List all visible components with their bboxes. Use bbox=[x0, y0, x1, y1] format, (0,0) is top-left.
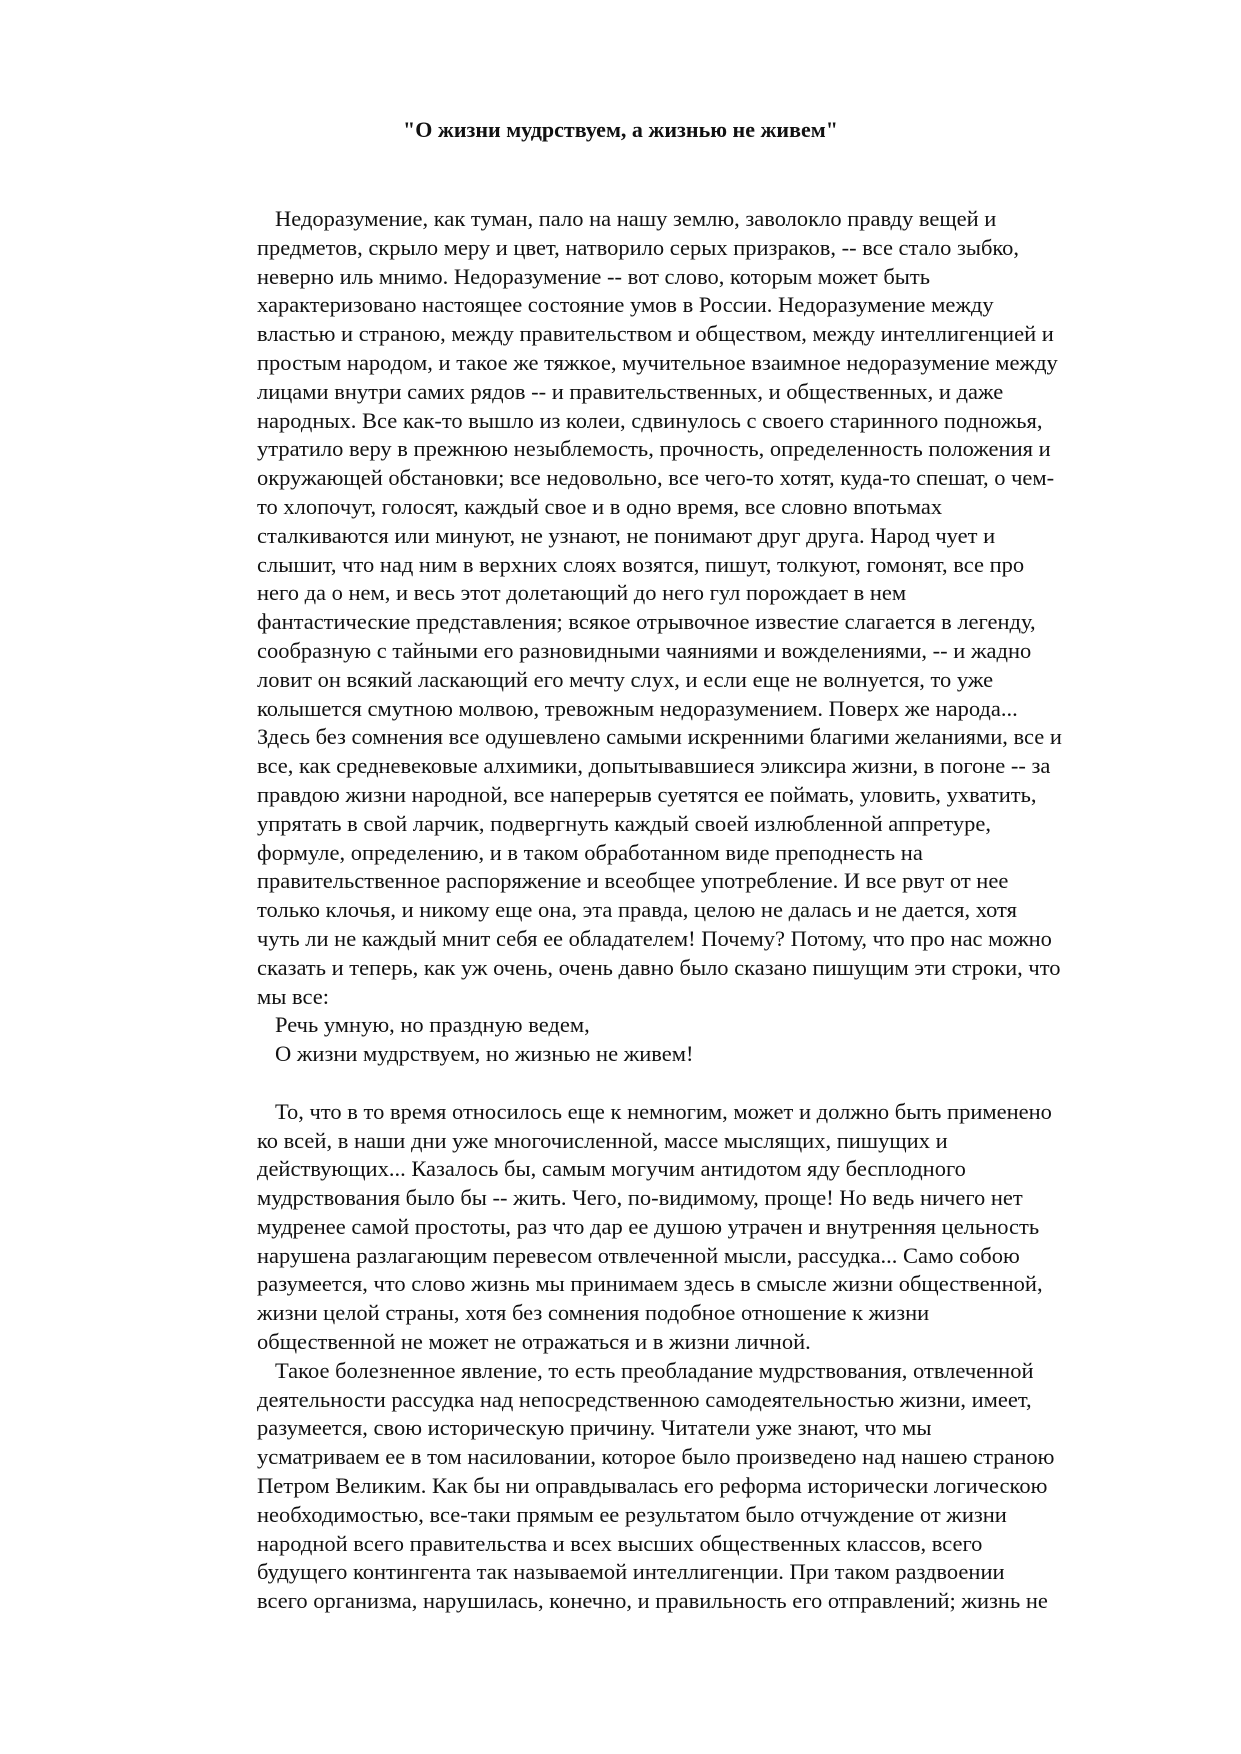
text-line: общественной не может не отражаться и в жизни личной. bbox=[257, 1329, 811, 1355]
document-title: "О жизни мудрствуем, а жизнью не живем" bbox=[403, 117, 838, 142]
text-line: колышется смутною молвою, тревожным недоразумением. Поверх же народа... bbox=[257, 695, 1018, 721]
text-line: окружающей обстановки; все недовольно, все чего-то хотят, куда-то спешат, о чем- bbox=[257, 465, 1055, 491]
text-line: сталкиваются или минуют, не узнают, не понимают друг друга. Народ чует и bbox=[257, 522, 996, 548]
text-line: неверно иль мнимо. Недоразумение -- вот слово, которым может быть bbox=[257, 263, 931, 289]
paragraph-2 bbox=[257, 1098, 1137, 1357]
verse-quote bbox=[257, 1011, 1137, 1069]
text-line: все, как средневековые алхимики, допытывавшиеся эликсира жизни, в погоне -- за bbox=[257, 753, 1051, 779]
document-body bbox=[257, 205, 1137, 1616]
text-line: То, что в то время относилось еще к немногим, может и должно быть применено bbox=[275, 1098, 1052, 1124]
text-line: мудрствования было бы -- жить. Чего, по-видимому, проще! Но ведь ничего нет bbox=[257, 1185, 1023, 1211]
text-line: правительственное распоряжение и всеобщее употребление. И все рвут от нее bbox=[257, 868, 1009, 894]
text-line: мы все: bbox=[257, 983, 329, 1009]
text-line: только клочья, и никому еще она, эта правда, целою не далась и не дается, хотя bbox=[257, 897, 1017, 923]
text-line: характеризовано настоящее состояние умов в России. Недоразумение между bbox=[257, 292, 994, 318]
text-line: разумеется, что слово жизнь мы принимаем здесь в смысле жизни общественной, bbox=[257, 1271, 1043, 1297]
text-line: Петром Великим. Как бы ни оправдывалась его реформа исторически логическою bbox=[257, 1473, 1048, 1499]
text-line: разумеется, свою историческую причину. Читатели уже знают, что мы bbox=[257, 1415, 932, 1441]
text-line: формуле, определению, и в таком обработанном виде преподнесть на bbox=[257, 839, 923, 865]
text-line: слышит, что над ним в верхних слоях возятся, пишут, толкуют, гомонят, все про bbox=[257, 551, 1025, 577]
text-line: Недоразумение, как туман, пало на нашу землю, заволокло правду вещей и bbox=[275, 206, 997, 231]
text-line: сказать и теперь, как уж очень, очень давно было сказано пишущим эти строки, что bbox=[257, 954, 1061, 980]
paragraph-1 bbox=[257, 205, 1137, 1011]
text-line: сообразную с тайными его разновидными чаяниями и вожделениями, -- и жадно bbox=[257, 637, 1032, 663]
blank-line bbox=[257, 1069, 1137, 1098]
text-line: деятельности рассудка над непосредственною самодеятельностью жизни, имеет, bbox=[257, 1386, 1032, 1412]
text-line: нарушена разлагающим перевесом отвлеченной мысли, рассудка... Само собою bbox=[257, 1242, 1020, 1268]
text-line: мудренее самой простоты, раз что дар ее душою утрачен и внутренняя цельность bbox=[257, 1213, 1040, 1239]
text-line: чуть ли не каждый мнит себя ее обладателем! Почему? Потому, что про нас можно bbox=[257, 925, 1052, 951]
text-line: будущего контингента так называемой интеллигенции. При таком раздвоении bbox=[257, 1559, 1005, 1585]
paragraph-3 bbox=[257, 1357, 1137, 1616]
text-line: простым народом, и такое же тяжкое, мучительное взаимное недоразумение между bbox=[257, 349, 1058, 375]
text-line: властью и страною, между правительством и обществом, между интеллигенцией и bbox=[257, 321, 1054, 347]
text-line: предметов, скрыло меру и цвет, натворило серых призраков, -- все стало зыбко, bbox=[257, 234, 1020, 260]
text-line: него да о нем, и весь этот долетающий до него гул порождает в нем bbox=[257, 580, 907, 606]
text-line: лицами внутри самих рядов -- и правительственных, и общественных, и даже bbox=[257, 378, 1004, 404]
text-line: Здесь без сомнения все одушевлено самыми искренними благими желаниями, все и bbox=[257, 724, 1062, 750]
text-line: усматриваем ее в том насиловании, которое было произведено над нашею страною bbox=[257, 1444, 1055, 1470]
text-line: необходимостью, все-таки прямым ее результатом было отчуждение от жизни bbox=[257, 1501, 1007, 1527]
text-line: фантастические представления; всякое отрывочное известие слагается в легенду, bbox=[257, 609, 1036, 635]
text-line: жизни целой страны, хотя без сомнения подобное отношение к жизни bbox=[257, 1300, 930, 1326]
text-line: правдою жизни народной, все наперерыв суетятся ее поймать, уловить, ухватить, bbox=[257, 781, 1037, 807]
verse-line: О жизни мудрствуем, но жизнью не живем! bbox=[275, 1041, 694, 1067]
text-line: действующих... Казалось бы, самым могучим антидотом яду бесплодного bbox=[257, 1156, 966, 1182]
text-line: упрятать в свой ларчик, подвергнуть каждый своей излюбленной аппретуре, bbox=[257, 810, 991, 836]
text-line: Такое болезненное явление, то есть преобладание мудрствования, отвлеченной bbox=[275, 1357, 1034, 1383]
text-line: народной всего правительства и всех высших общественных классов, всего bbox=[257, 1530, 983, 1556]
text-line: утратило веру в прежнюю незыблемость, прочность, определенность положения и bbox=[257, 436, 1051, 462]
text-line: ловит он всякий ласкающий его мечту слух, и если еще не волнуется, то уже bbox=[257, 666, 994, 692]
verse-line: Речь умную, но праздную ведем, bbox=[275, 1012, 590, 1038]
text-line: народных. Все как-то вышло из колеи, сдвинулось с своего старинного подножья, bbox=[257, 407, 1043, 433]
text-line: ко всей, в наши дни уже многочисленной, массе мыслящих, пишущих и bbox=[257, 1127, 948, 1153]
text-line: то хлопочут, голосят, каждый свое и в одно время, все словно впотьмах bbox=[257, 493, 943, 519]
text-line: всего организма, нарушилась, конечно, и правильность его отправлений; жизнь не bbox=[257, 1588, 1048, 1614]
